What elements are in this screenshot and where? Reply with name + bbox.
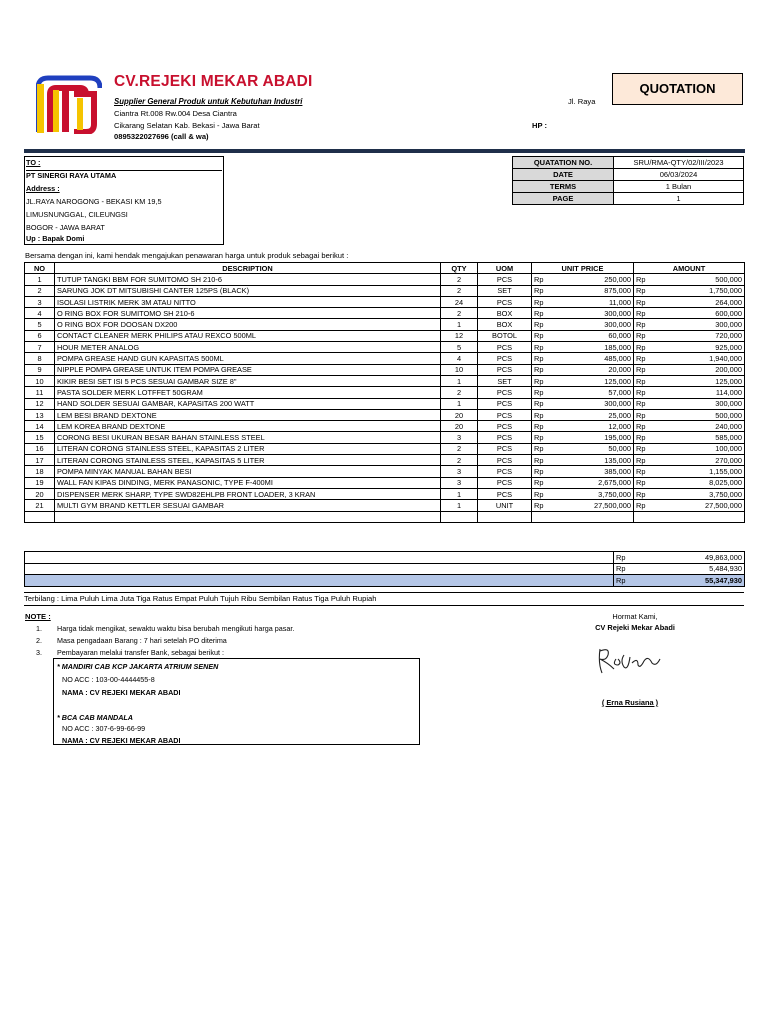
cell-amount: 114,000 xyxy=(654,387,745,398)
bank-name: * MANDIRI CAB KCP JAKARTA ATRIUM SENEN xyxy=(57,662,219,671)
cell-uom: PCS xyxy=(478,296,532,307)
cell-price: 300,000 xyxy=(552,308,634,319)
currency-cell: Rp xyxy=(634,353,654,364)
cell-qty: 20 xyxy=(441,409,478,420)
cell-qty: 2 xyxy=(441,308,478,319)
meta-value: 1 Bulan xyxy=(614,181,744,193)
currency-cell: Rp xyxy=(634,443,654,454)
table-row xyxy=(25,432,745,443)
cell-uom: PCS xyxy=(478,455,532,466)
subtotal-spacer xyxy=(25,552,614,564)
cell-price: 135,000 xyxy=(552,455,634,466)
currency-cell: Rp xyxy=(634,477,654,488)
cell-amount: 720,000 xyxy=(654,330,745,341)
cell-amount: 264,000 xyxy=(654,296,745,307)
cell-uom: SET xyxy=(478,375,532,386)
currency-cell: Rp xyxy=(532,432,552,443)
cell-uom: PCS xyxy=(478,342,532,353)
cell-uom: BOTOL xyxy=(478,330,532,341)
cell-price: 185,000 xyxy=(552,342,634,353)
cell-qty: 4 xyxy=(441,353,478,364)
note-number: 3. xyxy=(36,648,42,657)
grand-total-row xyxy=(25,575,745,587)
cell-price: 60,000 xyxy=(552,330,634,341)
cell-amount: 500,000 xyxy=(654,409,745,420)
currency-cell: Rp xyxy=(634,375,654,386)
currency-cell: Rp xyxy=(532,285,552,296)
currency-cell: Rp xyxy=(532,443,552,454)
currency-cell: Rp xyxy=(634,274,654,285)
currency-cell: Rp xyxy=(634,342,654,353)
address-label: Address : xyxy=(26,184,60,193)
meta-value: 06/03/2024 xyxy=(614,169,744,181)
cell-desc: NIPPLE POMPA GREASE UNTUK ITEM POMPA GREASE xyxy=(55,364,441,375)
table-row xyxy=(25,500,745,511)
cell-amount: 240,000 xyxy=(654,421,745,432)
note-text: Harga tidak mengikat, sewaktu waktu bisa berubah mengikuti harga pasar. xyxy=(57,624,295,633)
grand-total-currency: Rp xyxy=(614,575,634,587)
cell-no: 14 xyxy=(25,421,55,432)
header-unit-price: UNIT PRICE xyxy=(532,263,634,274)
cell-price: 250,000 xyxy=(552,274,634,285)
cell-no: 12 xyxy=(25,398,55,409)
currency-cell: Rp xyxy=(532,466,552,477)
cell-qty: 1 xyxy=(441,375,478,386)
currency-cell: Rp xyxy=(634,455,654,466)
currency-cell: Rp xyxy=(634,387,654,398)
currency-cell: Rp xyxy=(634,409,654,420)
cell-no: 2 xyxy=(25,285,55,296)
document-title: QUOTATION xyxy=(612,73,743,105)
table-row xyxy=(25,398,745,409)
cell-qty: 2 xyxy=(441,274,478,285)
meta-value: SRU/RMA-QTY/02/III/2023 xyxy=(614,157,744,169)
table-row xyxy=(25,353,745,364)
cell-no: 7 xyxy=(25,342,55,353)
cell-uom: PCS xyxy=(478,477,532,488)
cell-amount: 1,940,000 xyxy=(654,353,745,364)
recipient-address3: BOGOR - JAWA BARAT xyxy=(26,223,105,232)
company-address-line2: Cikarang Selatan Kab. Bekasi - Jawa Barat xyxy=(114,121,260,130)
cell-amount: 600,000 xyxy=(654,308,745,319)
cell-price: 300,000 xyxy=(552,398,634,409)
cell-price: 300,000 xyxy=(552,319,634,330)
tax-spacer xyxy=(25,563,614,575)
tax-row xyxy=(25,563,745,575)
bank-account-name: NAMA : CV REJEKI MEKAR ABADI xyxy=(62,688,181,697)
empty-cell xyxy=(532,511,552,522)
cell-desc: SARUNG JOK DT MITSUBISHI CANTER 125PS (BLACK) xyxy=(55,285,441,296)
cell-qty: 2 xyxy=(441,387,478,398)
table-row xyxy=(25,421,745,432)
table-row xyxy=(25,488,745,499)
table-row xyxy=(25,375,745,386)
company-phone: 0895322027696 (call & wa) xyxy=(114,132,209,141)
header-description: DESCRIPTION xyxy=(55,263,441,274)
currency-cell: Rp xyxy=(634,466,654,477)
meta-key: QUATATION NO. xyxy=(513,157,614,169)
meta-value: 1 xyxy=(614,193,744,205)
empty-row xyxy=(25,511,745,522)
note-number: 1. xyxy=(36,624,42,633)
table-row xyxy=(25,330,745,341)
table-row xyxy=(25,342,745,353)
cell-qty: 3 xyxy=(441,466,478,477)
cell-desc: CONTACT CLEANER MERK PHILIPS ATAU REXCO 500ML xyxy=(55,330,441,341)
cell-price: 195,000 xyxy=(552,432,634,443)
meta-key: TERMS xyxy=(513,181,614,193)
cell-price: 12,000 xyxy=(552,421,634,432)
cell-no: 8 xyxy=(25,353,55,364)
cell-amount: 585,000 xyxy=(654,432,745,443)
cell-price: 3,750,000 xyxy=(552,488,634,499)
cell-no: 11 xyxy=(25,387,55,398)
empty-cell xyxy=(478,511,532,522)
cell-price: 25,000 xyxy=(552,409,634,420)
cell-desc: WALL FAN KIPAS DINDING, MERK PANASONIC, TYPE F-400MI xyxy=(55,477,441,488)
cell-desc: LEM KOREA BRAND DEXTONE xyxy=(55,421,441,432)
cell-price: 27,500,000 xyxy=(552,500,634,511)
currency-cell: Rp xyxy=(532,342,552,353)
cell-price: 125,000 xyxy=(552,375,634,386)
grand-total-value: 55,347,930 xyxy=(634,575,745,587)
currency-cell: Rp xyxy=(532,409,552,420)
cell-amount: 8,025,000 xyxy=(654,477,745,488)
currency-cell: Rp xyxy=(532,296,552,307)
cell-desc: O RING BOX FOR DOOSAN DX200 xyxy=(55,319,441,330)
cell-price: 57,000 xyxy=(552,387,634,398)
table-row xyxy=(25,308,745,319)
recipient-name: PT SINERGI RAYA UTAMA xyxy=(26,171,117,180)
header-uom: UOM xyxy=(478,263,532,274)
subtotal-currency: Rp xyxy=(614,552,634,564)
signer-name-text: ( Erna Rusiana ) xyxy=(601,698,659,707)
cell-no: 18 xyxy=(25,466,55,477)
signature-company: CV Rejeki Mekar Abadi xyxy=(595,623,675,632)
cell-desc: KIKIR BESI SET ISI 5 PCS SESUAI GAMBAR SIZE 8" xyxy=(55,375,441,386)
cell-qty: 20 xyxy=(441,421,478,432)
cell-uom: PCS xyxy=(478,387,532,398)
recipient-up: Up : Bapak Domi xyxy=(26,234,85,243)
currency-cell: Rp xyxy=(634,319,654,330)
cell-qty: 2 xyxy=(441,285,478,296)
cell-no: 16 xyxy=(25,443,55,454)
cell-no: 4 xyxy=(25,308,55,319)
cell-desc: CORONG BESI UKURAN BESAR BAHAN STAINLESS STEEL xyxy=(55,432,441,443)
cell-desc: HOUR METER ANALOG xyxy=(55,342,441,353)
notes-title: NOTE : xyxy=(25,612,51,621)
cell-uom: PCS xyxy=(478,353,532,364)
cell-amount: 270,000 xyxy=(654,455,745,466)
cell-uom: PCS xyxy=(478,421,532,432)
currency-cell: Rp xyxy=(532,308,552,319)
tax-currency: Rp xyxy=(614,563,634,575)
meta-row xyxy=(513,193,744,205)
recipient-box xyxy=(24,156,224,245)
cell-qty: 2 xyxy=(441,443,478,454)
cell-no: 13 xyxy=(25,409,55,420)
header-amount: AMOUNT xyxy=(634,263,745,274)
cell-desc: DISPENSER MERK SHARP, TYPE SWD82EHLPB FRONT LOADER, 3 KRAN xyxy=(55,488,441,499)
table-row xyxy=(25,285,745,296)
currency-cell: Rp xyxy=(532,375,552,386)
meta-row xyxy=(513,169,744,181)
currency-cell: Rp xyxy=(532,274,552,285)
cell-desc: PASTA SOLDER MERK LOTFFET 50GRAM xyxy=(55,387,441,398)
empty-cell xyxy=(654,511,745,522)
cell-uom: PCS xyxy=(478,466,532,477)
cell-desc: TUTUP TANGKI BBM FOR SUMITOMO SH 210-6 xyxy=(55,274,441,285)
currency-cell: Rp xyxy=(634,330,654,341)
currency-cell: Rp xyxy=(532,500,552,511)
cell-no: 19 xyxy=(25,477,55,488)
cell-price: 20,000 xyxy=(552,364,634,375)
currency-cell: Rp xyxy=(634,364,654,375)
cell-no: 15 xyxy=(25,432,55,443)
table-row xyxy=(25,466,745,477)
items-body xyxy=(25,274,745,523)
currency-cell: Rp xyxy=(634,285,654,296)
cell-amount: 1,155,000 xyxy=(654,466,745,477)
cell-desc: POMPA GREASE HAND GUN KAPASITAS 500ML xyxy=(55,353,441,364)
bank-details-box xyxy=(53,658,420,745)
cell-qty: 12 xyxy=(441,330,478,341)
subtotal-row xyxy=(25,552,745,564)
table-row xyxy=(25,274,745,285)
cell-no: 1 xyxy=(25,274,55,285)
cell-uom: PCS xyxy=(478,443,532,454)
company-tagline: Supplier General Produk untuk Kebutuhan Industri xyxy=(114,97,303,106)
cell-no: 6 xyxy=(25,330,55,341)
cell-amount: 500,000 xyxy=(654,274,745,285)
totals-table xyxy=(24,551,745,587)
currency-cell: Rp xyxy=(532,455,552,466)
cell-amount: 200,000 xyxy=(654,364,745,375)
cell-amount: 27,500,000 xyxy=(654,500,745,511)
cell-qty: 2 xyxy=(441,455,478,466)
cell-amount: 3,750,000 xyxy=(654,488,745,499)
currency-cell: Rp xyxy=(532,421,552,432)
currency-cell: Rp xyxy=(634,488,654,499)
cell-uom: PCS xyxy=(478,409,532,420)
cell-uom: PCS xyxy=(478,364,532,375)
currency-cell: Rp xyxy=(634,421,654,432)
empty-cell xyxy=(552,511,634,522)
currency-cell: Rp xyxy=(634,432,654,443)
cell-qty: 5 xyxy=(441,342,478,353)
meta-key: DATE xyxy=(513,169,614,181)
cell-qty: 3 xyxy=(441,477,478,488)
grand-total-spacer xyxy=(25,575,614,587)
cell-price: 2,675,000 xyxy=(552,477,634,488)
amount-in-words: Terbilang : Lima Puluh Lima Juta Tiga Ratus Empat Puluh Tujuh Ribu Sembilan Ratus Tiga Puluh Rupiah xyxy=(24,592,744,606)
recipient-address2: LIMUSNUNGGAL, CILEUNGSI xyxy=(26,210,128,219)
bank-account-name: NAMA : CV REJEKI MEKAR ABADI xyxy=(62,736,181,745)
cell-amount: 1,750,000 xyxy=(654,285,745,296)
cell-qty: 1 xyxy=(441,319,478,330)
cell-price: 385,000 xyxy=(552,466,634,477)
cell-uom: BOX xyxy=(478,308,532,319)
note-text: Masa pengadaan Barang : 7 hari setelah PO diterima xyxy=(57,636,227,645)
recipient-address1: JL.RAYA NAROGONG - BEKASI KM 19,5 xyxy=(26,197,162,206)
bank-name: * BCA CAB MANDALA xyxy=(57,713,133,722)
cell-desc: MULTI GYM BRAND KETTLER SESUAI GAMBAR xyxy=(55,500,441,511)
cell-price: 485,000 xyxy=(552,353,634,364)
to-label: TO : xyxy=(26,158,41,167)
empty-cell xyxy=(634,511,654,522)
table-row xyxy=(25,319,745,330)
cell-qty: 1 xyxy=(441,500,478,511)
cell-no: 5 xyxy=(25,319,55,330)
company-logo xyxy=(36,74,102,134)
quotation-meta-table xyxy=(512,156,744,205)
empty-cell xyxy=(55,511,441,522)
currency-cell: Rp xyxy=(634,308,654,319)
signature-image xyxy=(594,645,664,677)
intro-text: Bersama dengan ini, kami hendak mengajukan penawaran harga untuk produk sebagai berikut : xyxy=(25,251,349,260)
cell-price: 11,000 xyxy=(552,296,634,307)
cell-no: 9 xyxy=(25,364,55,375)
cell-uom: PCS xyxy=(478,488,532,499)
cell-uom: BOX xyxy=(478,319,532,330)
cell-uom: PCS xyxy=(478,432,532,443)
cell-no: 3 xyxy=(25,296,55,307)
currency-cell: Rp xyxy=(532,364,552,375)
cell-desc: LEM BESI BRAND DEXTONE xyxy=(55,409,441,420)
cell-qty: 24 xyxy=(441,296,478,307)
currency-cell: Rp xyxy=(634,500,654,511)
tax-value: 5,484,930 xyxy=(634,563,745,575)
cell-qty: 3 xyxy=(441,432,478,443)
bank-account: NO ACC : 307-6-99-66-99 xyxy=(62,724,146,733)
currency-cell: Rp xyxy=(532,477,552,488)
currency-cell: Rp xyxy=(532,387,552,398)
cell-no: 20 xyxy=(25,488,55,499)
table-row xyxy=(25,443,745,454)
empty-cell xyxy=(25,511,55,522)
table-row xyxy=(25,409,745,420)
note-number: 2. xyxy=(36,636,42,645)
company-address-line1: Ciantra Rt.008 Rw.004 Desa Ciantra xyxy=(114,109,237,118)
signer-name xyxy=(575,698,685,707)
cell-amount: 925,000 xyxy=(654,342,745,353)
header-qty: QTY xyxy=(441,263,478,274)
table-row xyxy=(25,477,745,488)
cell-amount: 100,000 xyxy=(654,443,745,454)
table-row xyxy=(25,455,745,466)
meta-row xyxy=(513,157,744,169)
cell-qty: 10 xyxy=(441,364,478,375)
cell-no: 10 xyxy=(25,375,55,386)
note-text: Pembayaran melalui transfer Bank, sebagai berikut : xyxy=(57,648,224,657)
cell-amount: 300,000 xyxy=(654,398,745,409)
cell-amount: 300,000 xyxy=(654,319,745,330)
cell-qty: 1 xyxy=(441,398,478,409)
currency-cell: Rp xyxy=(532,488,552,499)
items-table xyxy=(24,262,745,523)
street-label: Jl. Raya xyxy=(568,97,596,106)
regards-text: Hormat Kami, xyxy=(612,612,658,621)
meta-key: PAGE xyxy=(513,193,614,205)
cell-uom: PCS xyxy=(478,274,532,285)
cell-desc: ISOLASI LISTRIK MERK 3M ATAU NITTO xyxy=(55,296,441,307)
subtotal-value: 49,863,000 xyxy=(634,552,745,564)
meta-row xyxy=(513,181,744,193)
currency-cell: Rp xyxy=(532,330,552,341)
cell-desc: LITERAN CORONG STAINLESS STEEL, KAPASITAS 2 LITER xyxy=(55,443,441,454)
table-row xyxy=(25,364,745,375)
cell-amount: 125,000 xyxy=(654,375,745,386)
cell-qty: 1 xyxy=(441,488,478,499)
cell-desc: HAND SOLDER SESUAI GAMBAR, KAPASITAS 200 WATT xyxy=(55,398,441,409)
cell-price: 50,000 xyxy=(552,443,634,454)
bank-account: NO ACC : 103-00-4444455-8 xyxy=(62,675,155,684)
company-name: CV.REJEKI MEKAR ABADI xyxy=(114,73,313,90)
currency-cell: Rp xyxy=(532,319,552,330)
cell-no: 17 xyxy=(25,455,55,466)
cell-desc: O RING BOX FOR SUMITOMO SH 210-6 xyxy=(55,308,441,319)
cell-price: 875,000 xyxy=(552,285,634,296)
table-row xyxy=(25,387,745,398)
currency-cell: Rp xyxy=(634,296,654,307)
cell-uom: SET xyxy=(478,285,532,296)
cell-no: 21 xyxy=(25,500,55,511)
header-divider xyxy=(24,149,745,153)
cell-uom: UNIT xyxy=(478,500,532,511)
currency-cell: Rp xyxy=(634,398,654,409)
cell-desc: POMPA MINYAK MANUAL BAHAN BESI xyxy=(55,466,441,477)
table-row xyxy=(25,296,745,307)
hp-label: HP : xyxy=(532,121,548,130)
table-header-row xyxy=(25,263,745,274)
empty-cell xyxy=(441,511,478,522)
cell-desc: LITERAN CORONG STAINLESS STEEL, KAPASITAS 5 LITER xyxy=(55,455,441,466)
currency-cell: Rp xyxy=(532,353,552,364)
header-no: NO xyxy=(25,263,55,274)
currency-cell: Rp xyxy=(532,398,552,409)
cell-uom: PCS xyxy=(478,398,532,409)
